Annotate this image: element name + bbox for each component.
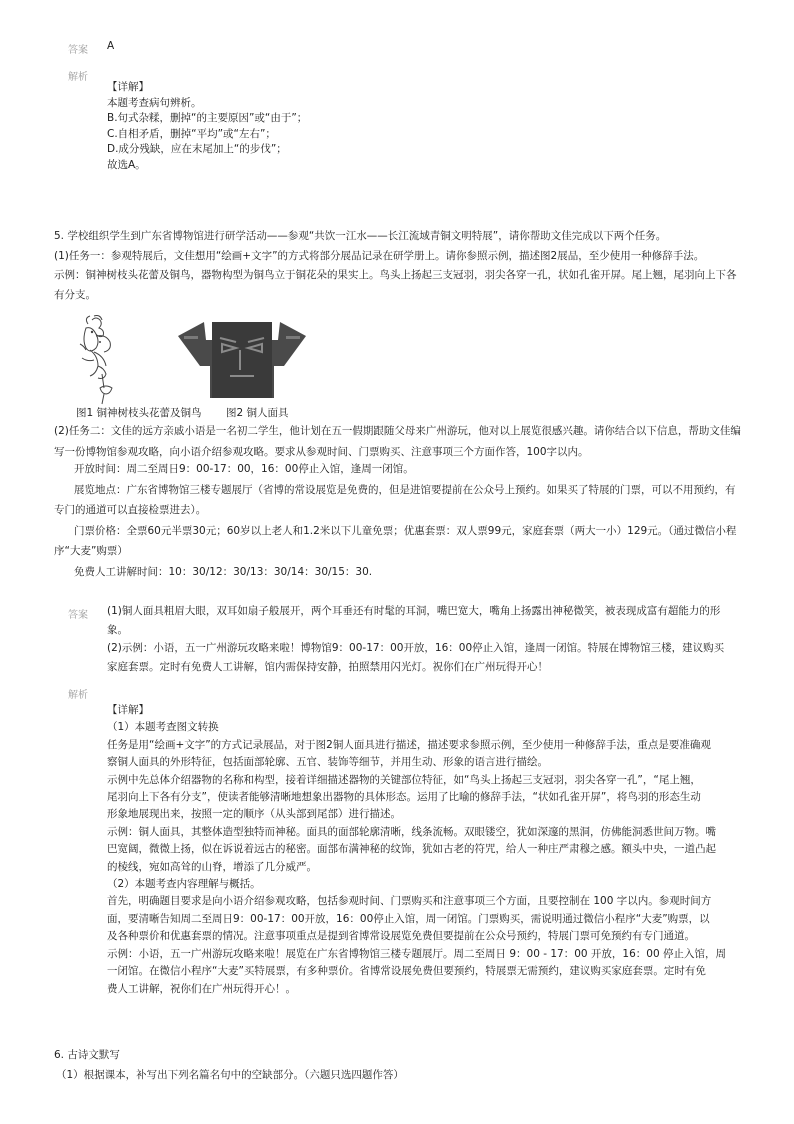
q6-subtitle: （1）根据课本，补写出下列名篇名句中的空缺部分。（六题只选四题作答） [56,1069,404,1081]
info-line: 门票价格：全票60元半票30元；60岁以上老人和1.2米以下儿童免票；优惠套票：双人票99元，家庭套票（两大一小）129元。（通过微信小程 [74,524,737,537]
detail-line: 本题考查病句辨析。 [107,96,202,109]
answer-value: A [107,40,115,52]
analysis-label: 解析 [68,690,88,701]
detail-line: 形象地展现出来，按照一定的顺序（从头部到尾部）进行描述。 [107,808,401,821]
stem-line: 有分支。 [54,288,96,301]
info-line: 专门的通道可以直接检票进去）。 [54,504,207,516]
detail-line: 【详解】 [107,81,149,93]
fig1-caption: 图1 铜神树枝头花蕾及铜鸟 [76,407,202,419]
q5-task2 [54,424,744,460]
detail-line: （1）本题考查图文转换 [107,721,219,734]
detail-line: 费人工讲解，祝你们在广州玩得开心！。 [107,982,296,995]
detail-line: 察铜人面具的外形特征，包括面部轮廓、五官、装饰等细节，并用生动、形象的语言进行描绘。 [107,756,548,769]
detail-line: 面，要清晰告知周二至周日9：00-17：00开放，16：00停止入馆，周一闭馆。门票购买，需说明通过微信小程序“大麦”购票，以 [107,912,710,925]
stem-line: 5. 学校组织学生到广东省博物馆进行研学活动——参观“共饮一江水——长江流域青铜文明特展”，请你帮助文佳完成以下两个任务。 [54,230,667,242]
q5-stem [54,229,744,303]
detail-line: 【详解】 [107,704,149,716]
q6-title: 6. 古诗文默写 [54,1049,120,1061]
stem-line: 示例：铜神树枝头花蕾及铜鸟，器物构型为铜鸟立于铜花朵的果实上。鸟头上扬起三支冠羽，羽尖各穿一孔，状如孔雀开屏。尾上翘，尾羽向上下各 [54,269,737,281]
detail-line: （2）本题考查内容理解与概括。 [107,878,261,891]
detail-line: B.句式杂糅，删掉“的主要原因”或“由于”； [107,112,308,124]
info-line: 展览地点：广东省博物馆三楼专题展厅（省博的常设展览是免费的，但是进馆要提前在公众号上预约。如果买了特展的门票，可以不用预约，有 [74,483,736,496]
info-line: 免费人工讲解时间：10：30/12：30/13：30/14：30/15：30. [74,565,373,578]
detail-line: 首先，明确题目要求是向小语介绍参观攻略，包括参观时间、门票购买和注意事项三个方面，且要控制在 100 字以内。参观时间方 [107,895,712,908]
q4-detail [107,80,307,173]
detail-line: C.自相矛盾，删掉“平均”或“左右”； [107,127,276,140]
answer-line: (2)示例：小语，五一广州游玩攻略来啦！博物馆9：00-17：00开放，16：00停止入馆，逢周一闭馆。特展在博物馆三楼，建议购买 [107,642,725,654]
bronze-tree-bird-figure [72,314,134,406]
stem-line: (1)任务一：参观特展后，文佳想用“绘画+文字”的方式将部分展品记录在研学册上。请你参照示例，描述图2展品，至少使用一种修辞手法。 [54,249,705,262]
detail-line: 示例：铜人面具，其整体造型独特而神秘。面具的面部轮廓清晰，线条流畅。双眼镂空，犹如深邃的黑洞，仿佛能洞悉世间万物。嘴 [107,825,716,838]
analysis-label: 解析 [68,72,88,83]
q5-detail [107,702,747,998]
detail-line: 示例：小语，五一广州游玩攻略来啦！展览在广东省博物馆三楼专题展厅。周二至周日 9：00 - 17：00 开放，16：00 停止入馆，周 [107,947,726,960]
answer-label: 答案 [68,45,88,56]
q5-info [54,462,744,580]
answer-line: (1)铜人面具粗眉大眼，双耳如扇子般展开，两个耳垂还有时髦的耳洞，嘴巴宽大，嘴角上扬露出神秘微笑，被表现成富有超能力的形 [107,605,721,617]
info-line: 序“大麦”购票） [54,545,128,557]
task2-line: 写一份博物馆参观攻略，向小语介绍参观攻略。要求从参观时间、门票购买、注意事项三个方面作答，100字以内。 [54,445,589,458]
detail-line: 尾羽向上下各有分支”，使读者能够清晰地想象出器物的具体形态。运用了比喻的修辞手法，“状如孔雀开屏”，将鸟羽的形态生动 [107,791,701,804]
answer-line: 家庭套票。定时有免费人工讲解，馆内需保持安静，拍照禁用闪光灯。祝你们在广州玩得开心！ [107,660,548,673]
detail-line: 故选A。 [107,158,146,171]
detail-line: 及各种票价和优惠套票的情况。注意事项重点是提到省博常设展览免费但要提前在公众号预约，特展门票可免预约有专门通道。 [107,930,695,943]
task2-line: (2)任务二：文佳的远方亲戚小语是一名初二学生，他计划在五一假期跟随父母来广州游玩，他对以上展览很感兴趣。请你结合以下信息，帮助文佳编 [54,425,741,437]
fig2-caption: 图2 铜人面具 [226,407,289,419]
answer-label: 答案 [68,610,88,621]
detail-line: 的棱线，宛如高耸的山脊，增添了几分威严。 [107,860,317,873]
answer-line: 象。 [107,623,128,636]
detail-line: D.成分残缺，应在末尾加上“的步伐”； [107,143,287,155]
detail-line: 巴宽阔，微微上扬，似在诉说着远古的秘密。面部布满神秘的纹饰，犹如古老的符咒，给人一种庄严肃穆之感。额头中央，一道凸起 [107,843,716,856]
detail-line: 示例中先总体介绍器物的名称和构型，接着详细描述器物的关键部位特征，如“鸟头上扬起三支冠羽，羽尖各穿一孔”，“尾上翘， [107,773,701,786]
detail-line: 任务是用“绘画+文字”的方式记录展品，对于图2铜人面具进行描述，描述要求参照示例，至少使用一种修辞手法，重点是要准确观 [107,738,711,751]
info-line: 开放时间：周二至周日9：00-17：00，16：00停止入馆，逢周一闭馆。 [74,463,414,475]
detail-line: 一闭馆。在微信小程序“大麦”买特展票，有多种票价。省博常设展免费但要预约，特展票无需预约，建议购买家庭套票。定时有免 [107,965,706,978]
bronze-mask-figure [176,318,308,404]
q5-answer [107,604,747,675]
